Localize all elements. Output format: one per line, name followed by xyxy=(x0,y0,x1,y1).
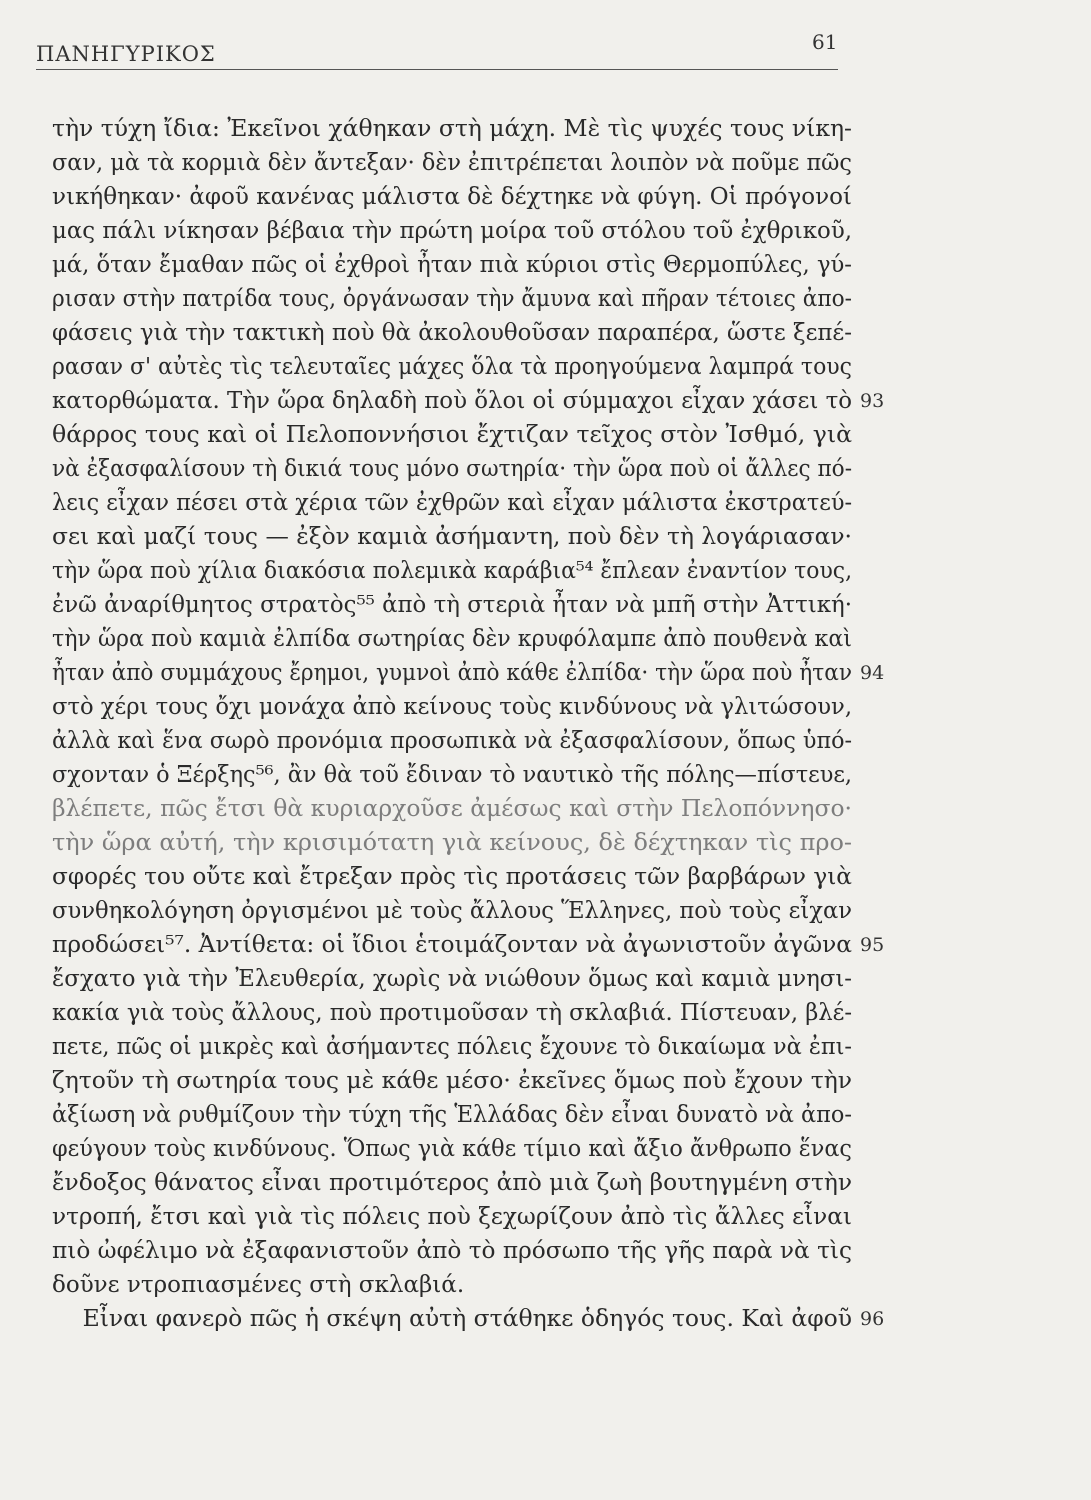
line-text: ντροπή, ἔτσι καὶ γιὰ τὶς πόλεις ποὺ ξεχωρίζουν ἀπὸ τὶς ἄλλες εἶναι xyxy=(52,1204,852,1230)
text-line xyxy=(52,1132,872,1166)
line-text: τὴν ὥρα ποὺ χίλια διακόσια πολεμικὰ καράβια⁵⁴ ἔπλεαν ἐναντίον τους, xyxy=(52,558,853,584)
text-line xyxy=(52,112,872,146)
text-line xyxy=(52,452,872,486)
line-text: ρισαν στὴν πατρίδα τους, ὀργάνωσαν τὴν ἄμυνα καὶ πῆραν τέτοιες ἀπο- xyxy=(52,286,852,312)
margin-section-number: 95 xyxy=(860,934,885,956)
line-text: κατορθώματα. Τὴν ὥρα δηλαδὴ ποὺ ὅλοι οἱ σύμμαχοι εἶχαν χάσει τὸ xyxy=(52,388,853,414)
line-text: ἦταν ἀπὸ συμμάχους ἔρημοι, γυμνοὶ ἀπὸ κάθε ἐλπίδα· τὴν ὥρα ποὺ ἦταν xyxy=(52,660,852,686)
line-text: δοῦνε ντροπιασμένες στὴ σκλαβιά. xyxy=(52,1272,465,1298)
text-line xyxy=(52,418,872,452)
text-line xyxy=(52,248,872,282)
line-text: θάρρος τους καὶ οἱ Πελοποννήσιοι ἔχτιζαν τεῖχος στὸν Ἰσθμό, γιὰ xyxy=(52,422,853,448)
line-text: ζητοῦν τὴ σωτηρία τους μὲ κάθε μέσο· ἐκεῖνες ὅμως ποὺ ἔχουν τὴν xyxy=(52,1068,852,1094)
line-text: ἔσχατο γιὰ τὴν Ἐλευθερία, χωρὶς νὰ νιώθουν ὅμως καὶ καμιὰ μνησι- xyxy=(52,966,853,992)
text-line xyxy=(52,1200,872,1234)
line-text: μας πάλι νίκησαν βέβαια τὴν πρώτη μοίρα τοῦ στόλου τοῦ ἐχθρικοῦ, xyxy=(52,218,852,244)
text-line xyxy=(52,1098,872,1132)
body-text xyxy=(52,112,885,1336)
line-text: φάσεις γιὰ τὴν τακτικὴ ποὺ θὰ ἀκολουθοῦσαν παραπέρα, ὥστε ξεπέ- xyxy=(52,320,852,346)
line-text: ἔνδοξος θάνατος εἶναι προτιμότερος ἀπὸ μιὰ ζωὴ βουτηγμένη στὴν xyxy=(52,1170,853,1196)
margin-section-number: 93 xyxy=(860,390,885,412)
text-line xyxy=(52,520,872,554)
text-line xyxy=(52,1234,872,1268)
running-title: ΠΑΝΗΓΥΡΙΚΟΣ xyxy=(36,42,216,66)
line-text: σαν, μὰ τὰ κορμιὰ δὲν ἄντεξαν· δὲν ἐπιτρέπεται λοιπὸν νὰ ποῦμε πῶς xyxy=(52,150,852,176)
line-text: κακία γιὰ τοὺς ἄλλους, ποὺ προτιμοῦσαν τὴ σκλαβιά. Πίστευαν, βλέ- xyxy=(52,1000,853,1026)
line-text: συνθηκολόγηση ὀργισμένοι μὲ τοὺς ἄλλους Ἕλληνες, ποὺ τοὺς εἶχαν xyxy=(52,898,853,924)
text-line xyxy=(52,962,872,996)
line-text: πετε, πῶς οἱ μικρὲς καὶ ἀσήμαντες πόλεις ἔχουνε τὸ δικαίωμα νὰ ἐπι- xyxy=(52,1034,852,1060)
text-line xyxy=(52,486,872,520)
page-number: 61 xyxy=(812,30,838,54)
text-line xyxy=(52,282,872,316)
margin-section-number: 94 xyxy=(860,662,885,684)
text-line xyxy=(52,758,872,792)
text-line xyxy=(52,1030,872,1064)
line-text: προδώσει⁵⁷. Ἀντίθετα: οἱ ἴδιοι ἑτοιμάζονταν νὰ ἀγωνιστοῦν ἀγῶνα xyxy=(52,932,852,958)
text-line xyxy=(52,350,872,384)
text-line xyxy=(52,826,872,860)
text-line xyxy=(52,180,872,214)
text-line xyxy=(52,1166,872,1200)
line-text: τὴν ὥρα αὐτή, τὴν κρισιμότατη γιὰ κείνους, δὲ δέχτηκαν τὶς προ- xyxy=(52,830,853,856)
line-text: νὰ ἐξασφαλίσουν τὴ δικιά τους μόνο σωτηρία· τὴν ὥρα ποὺ οἱ ἄλλες πό- xyxy=(52,456,853,482)
text-line xyxy=(52,214,872,248)
line-text: φεύγουν τοὺς κινδύνους. Ὅπως γιὰ κάθε τίμιο καὶ ἄξιο ἄνθρωπο ἕνας xyxy=(52,1136,852,1162)
text-line xyxy=(52,588,872,622)
text-line xyxy=(52,656,885,690)
line-text: Εἶναι φανερὸ πῶς ἡ σκέψη αὐτὴ στάθηκε ὁδηγός τους. Καὶ ἀφοῦ xyxy=(82,1306,853,1332)
text-line xyxy=(52,316,872,350)
text-line xyxy=(52,996,872,1030)
text-line xyxy=(52,690,872,724)
text-line xyxy=(52,724,872,758)
text-line xyxy=(52,894,872,928)
line-text: σει καὶ μαζί τους — ἐξὸν καμιὰ ἀσήμαντη, ποὺ δὲν τὴ λογάριασαν· xyxy=(52,524,852,550)
line-text: ἀξίωση νὰ ρυθμίζουν τὴν τύχη τῆς Ἑλλάδας δὲν εἶναι δυνατὸ νὰ ἀπο- xyxy=(52,1102,852,1128)
line-text: ρασαν σ' αὐτὲς τὶς τελευταῖες μάχες ὅλα τὰ προηγούμενα λαμπρά τους xyxy=(52,354,852,380)
line-text: βλέπετε, πῶς ἔτσι θὰ κυριαρχοῦσε ἀμέσως καὶ στὴν Πελοπόννησο· xyxy=(52,796,853,822)
line-text: λεις εἶχαν πέσει στὰ χέρια τῶν ἐχθρῶν καὶ εἶχαν μάλιστα ἐκστρατεύ- xyxy=(52,490,853,516)
line-text: μά, ὅταν ἔμαθαν πῶς οἱ ἐχθροὶ ἦταν πιὰ κύριοι στὶς Θερμοπύλες, γύ- xyxy=(52,252,852,278)
text-line xyxy=(52,146,872,180)
line-text: στὸ χέρι τους ὄχι μονάχα ἀπὸ κείνους τοὺς κινδύνους νὰ γλιτώσουν, xyxy=(52,694,853,720)
text-line xyxy=(52,384,885,418)
line-text: ἀλλὰ καὶ ἕνα σωρὸ προνόμια προσωπικὰ νὰ ἐξασφαλίσουν, ὅπως ὑπό- xyxy=(52,728,853,754)
line-text: τὴν τύχη ἴδια: Ἐκεῖνοι χάθηκαν στὴ μάχη. Μὲ τὶς ψυχές τους νίκη- xyxy=(52,116,852,142)
text-line xyxy=(52,1302,885,1336)
text-line xyxy=(52,554,872,588)
text-line xyxy=(52,1064,872,1098)
line-text: σφορές του οὔτε καὶ ἔτρεξαν πρὸς τὶς προτάσεις τῶν βαρβάρων γιὰ xyxy=(52,864,852,890)
line-text: τὴν ὥρα ποὺ καμιὰ ἐλπίδα σωτηρίας δὲν κρυφόλαμπε ἀπὸ πουθενὰ καὶ xyxy=(52,626,852,652)
line-text: νικήθηκαν· ἀφοῦ κανένας μάλιστα δὲ δέχτηκε νὰ φύγη. Οἱ πρόγονοί xyxy=(52,184,852,210)
line-text: σχονταν ὁ Ξέρξης⁵⁶, ἂν θὰ τοῦ ἔδιναν τὸ ναυτικὸ τῆς πόλης—πίστευε, xyxy=(52,762,853,788)
text-line xyxy=(52,928,885,962)
margin-section-number: 96 xyxy=(860,1308,885,1330)
text-line xyxy=(52,1268,872,1302)
line-text: πιὸ ὠφέλιμο νὰ ἐξαφανιστοῦν ἀπὸ τὸ πρόσωπο τῆς γῆς παρὰ νὰ τὶς xyxy=(52,1238,853,1264)
text-line xyxy=(52,860,872,894)
text-line xyxy=(52,622,872,656)
header-rule xyxy=(36,69,838,70)
text-line xyxy=(52,792,872,826)
line-text: ἐνῶ ἀναρίθμητος στρατὸς⁵⁵ ἀπὸ τὴ στεριὰ ἦταν νὰ μπῆ στὴν Ἀττική· xyxy=(52,592,853,618)
